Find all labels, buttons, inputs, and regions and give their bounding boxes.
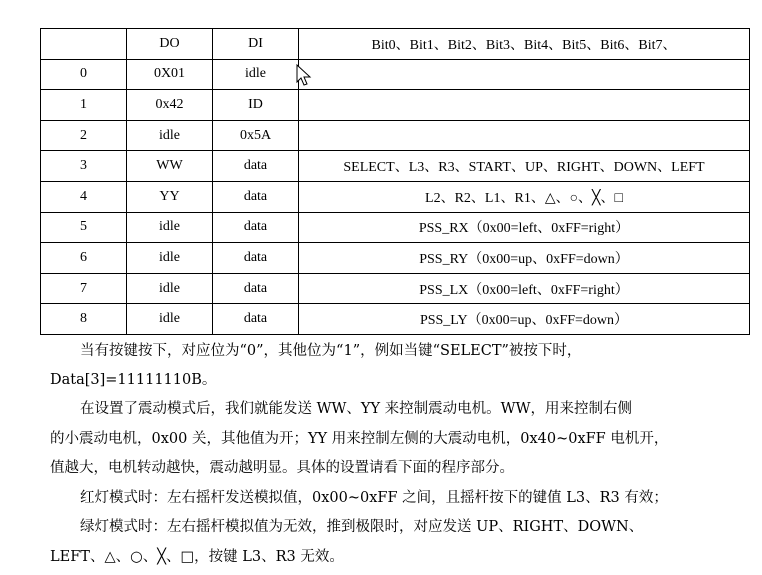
- row-index: 8: [41, 304, 127, 335]
- row-bits: PSS_LY（0x00=up、0xFF=down）: [299, 304, 750, 335]
- row-do: WW: [127, 151, 213, 182]
- paragraph-line-4: 的小震动电机，0x00 关，其他值为开；YY 用来控制左侧的大震动电机，0x40~0xFF 电机开，: [50, 431, 669, 447]
- row-di: data: [213, 304, 299, 335]
- header-index: [41, 29, 127, 60]
- row-index: 4: [41, 181, 127, 212]
- row-bits: SELECT、L3、R3、START、UP、RIGHT、DOWN、LEFT: [299, 151, 750, 182]
- table-row: [41, 120, 750, 151]
- row-bits: [299, 90, 750, 121]
- row-do: YY: [127, 181, 213, 212]
- paragraph-line-1: 当有按键按下，对应位为“0”，其他位为“1”，例如当键“SELECT”被按下时，: [80, 343, 582, 359]
- row-index: 0: [41, 59, 127, 90]
- row-bits: PSS_RX（0x00=left、0xFF=right）: [299, 212, 750, 243]
- header-do: DO: [127, 29, 213, 60]
- row-bits: [299, 59, 750, 90]
- table-header-row: [41, 29, 750, 60]
- row-index: 5: [41, 212, 127, 243]
- protocol-table: [40, 28, 750, 335]
- row-di: data: [213, 243, 299, 274]
- table-row: [41, 181, 750, 212]
- row-do: idle: [127, 120, 213, 151]
- row-index: 1: [41, 90, 127, 121]
- row-index: 3: [41, 151, 127, 182]
- header-bits: Bit0、Bit1、Bit2、Bit3、Bit4、Bit5、Bit6、Bit7、: [299, 29, 750, 60]
- row-di: data: [213, 212, 299, 243]
- row-index: 7: [41, 273, 127, 304]
- table-row: [41, 212, 750, 243]
- row-di: idle: [213, 59, 299, 90]
- paragraph-line-8: LEFT、△、○、╳、□，按键 L3、R3 无效。: [50, 549, 344, 565]
- table-row: [41, 273, 750, 304]
- table-row: [41, 304, 750, 335]
- row-do: idle: [127, 304, 213, 335]
- row-bits: PSS_RY（0x00=up、0xFF=down）: [299, 243, 750, 274]
- row-do: idle: [127, 243, 213, 274]
- row-index: 6: [41, 243, 127, 274]
- row-bits: [299, 120, 750, 151]
- paragraph-line-5: 值越大，电机转动越快，震动越明显。具体的设置请看下面的程序部分。: [50, 460, 514, 476]
- table-row: [41, 243, 750, 274]
- row-bits: PSS_LX（0x00=left、0xFF=right）: [299, 273, 750, 304]
- paragraph-line-7: 绿灯模式时：左右摇杆模拟值为无效，推到极限时，对应发送 UP、RIGHT、DOWN、: [80, 519, 644, 535]
- row-do: idle: [127, 212, 213, 243]
- paragraph-line-6: 红灯模式时：左右摇杆发送模拟值，0x00~0xFF 之间，且摇杆按下的键值 L3、R3 有效；: [80, 490, 668, 506]
- row-di: 0x5A: [213, 120, 299, 151]
- table-row: [41, 151, 750, 182]
- row-di: data: [213, 181, 299, 212]
- paragraph-line-2: Data[3]=11111110B。: [50, 372, 217, 388]
- paragraph-line-3: 在设置了震动模式后，我们就能发送 WW、YY 来控制震动电机。WW，用来控制右侧: [80, 401, 632, 417]
- table-row: [41, 59, 750, 90]
- row-bits: L2、R2、L1、R1、△、○、╳、□: [299, 181, 750, 212]
- row-do: idle: [127, 273, 213, 304]
- row-di: data: [213, 151, 299, 182]
- row-do: 0X01: [127, 59, 213, 90]
- table-row: [41, 90, 750, 121]
- mouse-cursor-icon: [296, 64, 312, 88]
- row-di: data: [213, 273, 299, 304]
- row-index: 2: [41, 120, 127, 151]
- row-di: ID: [213, 90, 299, 121]
- header-di: DI: [213, 29, 299, 60]
- row-do: 0x42: [127, 90, 213, 121]
